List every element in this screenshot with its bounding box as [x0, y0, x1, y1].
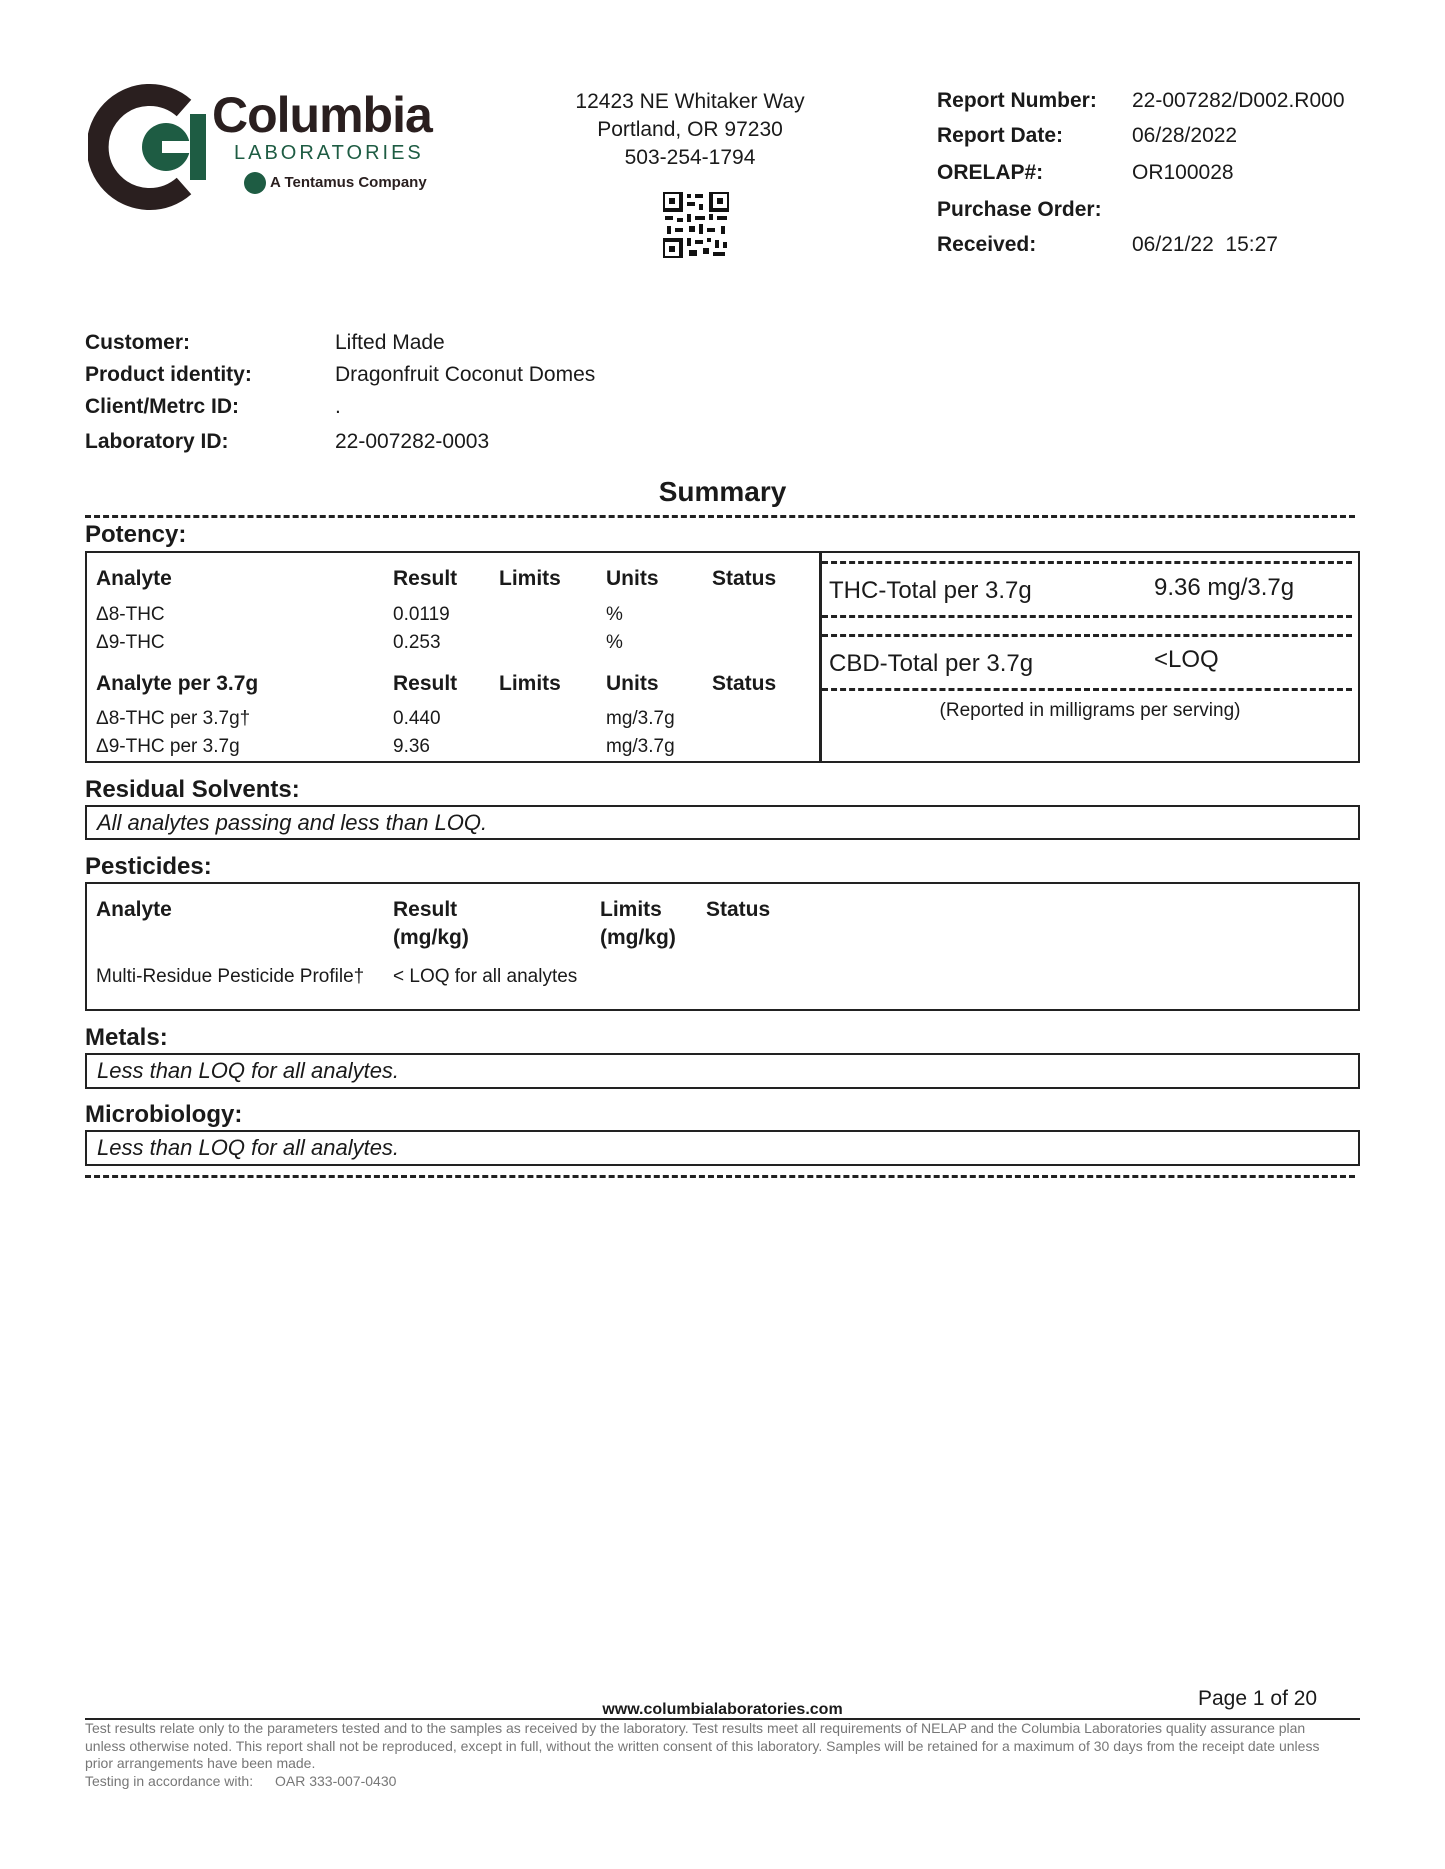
qr-code-icon [663, 192, 729, 258]
footer-testing [85, 1773, 1360, 1791]
orelap-number: OR100028 [1132, 161, 1234, 184]
cbd-total-label: CBD-Total per 3.7g [829, 650, 1034, 677]
logo-name: Columbia [212, 87, 432, 143]
metals-text: Less than LOQ for all analytes. [97, 1058, 400, 1083]
serving-note: (Reported in milligrams per serving) [939, 700, 1241, 721]
address-line2: Portland, OR 97230 [597, 118, 783, 141]
potency-row-analyte: Δ8-THC [96, 604, 165, 625]
pesticides-header-limits-unit: (mg/kg) [600, 926, 676, 949]
pesticides-row-result: < LOQ for all analytes [393, 966, 578, 987]
footer-disclaimer [85, 1720, 1360, 1790]
received-date: 06/21/22 15:27 [1132, 233, 1278, 256]
pesticides-header-analyte: Analyte [96, 898, 172, 921]
footer-line3: prior arrangements have been made. [85, 1755, 316, 1771]
footer-testing-label: Testing in accordance with: [85, 1772, 254, 1789]
logo-tag: A Tentamus Company [270, 174, 427, 191]
report-date: 06/28/2022 [1132, 124, 1238, 147]
pesticides-header-result: Result [393, 898, 458, 921]
potency-header2-limits: Limits [499, 672, 561, 695]
page-number: Page 1 of 20 [1198, 1687, 1318, 1710]
footer-testing-value: OAR 333-007-0430 [274, 1772, 397, 1789]
potency-header-limits: Limits [499, 567, 561, 590]
summary-divider-top [85, 515, 1355, 518]
potency-row-result: 0.0119 [393, 604, 450, 625]
address-block [540, 88, 840, 172]
website-link[interactable]: www.columbialaboratories.com [602, 1701, 843, 1718]
product-value: Dragonfruit Coconut Domes [335, 363, 596, 386]
potency-serving-row-result: 0.440 [393, 708, 441, 729]
orelap-label: ORELAP#: [937, 161, 1044, 184]
pesticides-header-status: Status [706, 898, 771, 921]
lab-id-label: Laboratory ID: [85, 430, 229, 453]
potency-row-units: % [606, 604, 623, 625]
report-date-label: Report Date: [937, 124, 1064, 147]
potency-row-result: 0.253 [393, 632, 441, 653]
summary-title: Summary [658, 476, 787, 507]
thc-total-label: THC-Total per 3.7g [829, 577, 1032, 604]
cbd-total-value: <LOQ [1154, 646, 1219, 673]
client-id-value: . [335, 395, 341, 418]
potency-serving-row-units: mg/3.7g [606, 736, 675, 757]
totals-divider-4 [822, 688, 1352, 691]
columbia-logo-icon [88, 84, 212, 210]
potency-serving-row-units: mg/3.7g [606, 708, 675, 729]
potency-header2-analyte: Analyte per 3.7g [96, 672, 259, 695]
pesticides-header-result-unit: (mg/kg) [393, 926, 469, 949]
potency-header-result: Result [393, 567, 458, 590]
footer-line1: Test results relate only to the parameters tested and to the samples as received by the laboratory. Test results meet all requirements of NELAP and the Columbia Laboratories quality assurance plan [85, 1720, 1306, 1736]
potency-header2-result: Result [393, 672, 458, 695]
report-number-label: Report Number: [937, 89, 1097, 112]
potency-serving-row-result: 9.36 [393, 736, 430, 757]
potency-header-status: Status [712, 567, 777, 590]
footer-line2: unless otherwise noted. This report shall not be reproduced, except in full, without the written consent of this laboratory. Samples will be retained for a maximum of 30 days from the receipt date unless [85, 1737, 1320, 1754]
thc-total-value: 9.36 mg/3.7g [1154, 574, 1295, 601]
potency-header-analyte: Analyte [96, 567, 172, 590]
purchase-order-label: Purchase Order: [937, 198, 1102, 221]
received-label: Received: [937, 233, 1037, 256]
company-logo [88, 84, 468, 214]
solvents-title: Residual Solvents: [85, 776, 300, 803]
summary-divider-bottom [85, 1175, 1355, 1178]
microbiology-text: Less than LOQ for all analytes. [97, 1135, 400, 1160]
client-id-label: Client/Metrc ID: [85, 395, 240, 418]
pesticides-row-analyte: Multi-Residue Pesticide Profile† [96, 966, 365, 987]
lab-id-value: 22-007282-0003 [335, 430, 490, 453]
address-line3: 503-254-1794 [624, 146, 756, 169]
product-label: Product identity: [85, 363, 252, 386]
potency-header2-status: Status [712, 672, 777, 695]
logo-sub: LABORATORIES [234, 142, 424, 164]
totals-divider-2 [822, 615, 1352, 618]
customer-label: Customer: [85, 331, 191, 354]
metals-title: Metals: [85, 1024, 168, 1051]
potency-title: Potency: [85, 521, 187, 548]
pesticides-header-limits: Limits [600, 898, 662, 921]
solvents-text: All analytes passing and less than LOQ. [97, 810, 488, 835]
potency-divider [819, 551, 822, 763]
potency-row-analyte: Δ9-THC [96, 632, 165, 653]
potency-header2-units: Units [606, 672, 659, 695]
tentamus-icon [244, 172, 266, 194]
microbiology-title: Microbiology: [85, 1101, 243, 1128]
potency-serving-row-analyte: Δ8-THC per 3.7g† [96, 708, 251, 729]
totals-divider-3 [822, 634, 1352, 637]
potency-header-units: Units [606, 567, 659, 590]
pesticides-title: Pesticides: [85, 853, 212, 880]
totals-divider-1 [822, 561, 1352, 564]
customer-value: Lifted Made [335, 331, 445, 354]
address-line1: 12423 NE Whitaker Way [575, 90, 805, 113]
report-number: 22-007282/D002.R000 [1132, 89, 1345, 112]
potency-serving-row-analyte: Δ9-THC per 3.7g [96, 736, 240, 757]
potency-row-units: % [606, 632, 623, 653]
